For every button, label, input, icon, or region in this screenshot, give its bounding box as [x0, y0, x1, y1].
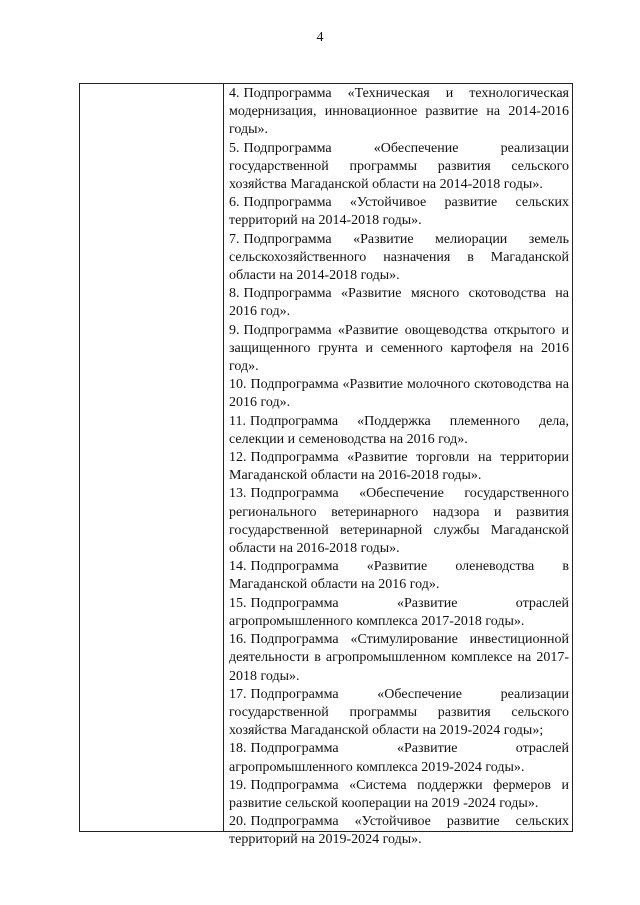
list-item: 15. Подпрограмма «Развитие отраслей агропромышленного комплекса 2017-2018 годы». [229, 595, 569, 629]
list-item: 11. Подпрограмма «Поддержка племенного дела, селекции и семеноводства на 2016 год». [229, 413, 569, 447]
table-right-cell [224, 84, 572, 848]
list-item: 14. Подпрограмма «Развитие оленеводства в Магаданской области на 2016 год». [229, 559, 569, 593]
list-item: 17. Подпрограмма «Обеспечение реализации государственной программы развития сельского хозяйства Магаданской области на 2019-2024 годы»; [229, 686, 569, 739]
list-item: 9. Подпрограмма «Развитие овощеводства открытого и защищенного грунта и семенного картофеля на 2016 год». [229, 322, 569, 375]
page-number: 4 [316, 30, 324, 45]
list-item: 20. Подпрограмма «Устойчивое развитие сельских территорий на 2019-2024 годы». [229, 814, 569, 848]
list-item: 8. Подпрограмма «Развитие мясного скотоводства на 2016 год». [229, 286, 569, 320]
table-left-cell [80, 84, 224, 831]
list-item: 18. Подпрограмма «Развитие отраслей агропромышленного комплекса 2019-2024 годы». [229, 741, 569, 775]
list-item: 4. Подпрограмма «Техническая и технологическая модернизация, инновационное развитие на 2014-2016 годы». [229, 86, 569, 138]
list-item: 19. Подпрограмма «Система поддержки фермеров и развитие сельской кооперации на 2019 -2024 годы». [229, 777, 569, 811]
list-item: 7. Подпрограмма «Развитие мелиорации земель сельскохозяйственного назначения в Магаданской области на 2014-2018 годы». [229, 231, 569, 284]
list-item: 12. Подпрограмма «Развитие торговли на территории Магаданской области на 2016-2018 годы». [229, 450, 569, 484]
document-table [79, 83, 573, 848]
list-item: 13. Подпрограмма «Обеспечение государственного регионального ветеринарного надзора и развития государственной ветеринарной службы Магаданской области на 2016-2018 годы». [229, 486, 569, 557]
list-item: 10. Подпрограмма «Развитие молочного скотоводства на 2016 год». [229, 377, 569, 411]
list-item: 5. Подпрограмма «Обеспечение реализации государственной программы развития сельского хозяйства Магаданской области на 2014-2018 годы». [229, 140, 569, 193]
list-item: 16. Подпрограмма «Стимулирование инвестиционной деятельности в агропромышленном комплексе на 2017-2018 годы». [229, 632, 569, 684]
list-item: 6. Подпрограмма «Устойчивое развитие сельских территорий на 2014-2018 годы». [229, 195, 569, 229]
